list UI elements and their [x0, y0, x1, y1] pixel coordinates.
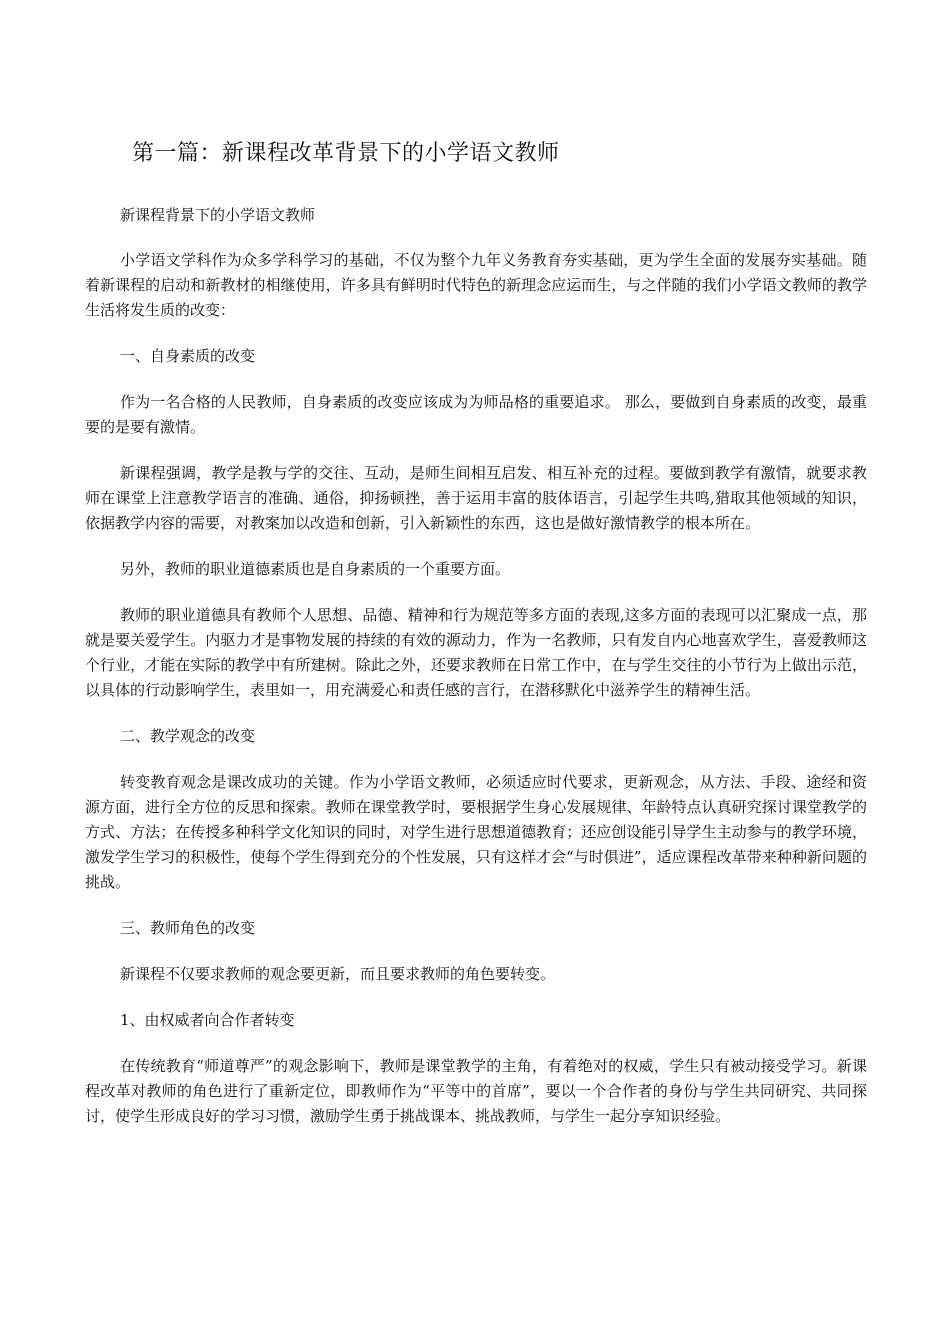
paragraph: 作为一名合格的人民教师，自身素质的改变应该成为为师品格的重要追求。 那么，要做到自身素质的改变，最重要的是要有激情。	[85, 393, 867, 436]
subsection-heading-1: 1、由权威者向合作者转变	[120, 1011, 295, 1029]
paragraph-short: 新课程不仅要求教师的观念要更新，而且要求教师的角色要转变。	[120, 965, 556, 983]
paragraph: 转变教育观念是课改成功的关键。作为小学语文教师，必须适应时代要求，更新观念，从方法、手段、途经和资源方面，进行全方位的反思和探索。教师在课堂教学时，要根据学生身心发展规律、年龄特点认真研究探讨课堂教学的方式、方法；在传授多种科学文化知识的同时，对学生进行思想道德教育；还应创设能引导学生主动参与的教学环境，激发学生学习的积极性，使每个学生得到充分的个性发展，只有这样才会“与时俱进”，适应课程改革带来种种新问题的挑战。	[85, 773, 867, 891]
paragraph: 新课程强调，教学是教与学的交往、互动，是师生间相互启发、相互补充的过程。要做到教学有激情，就要求教师在课堂上注意教学语言的准确、通俗，抑扬顿挫，善于运用丰富的肢体语言，引起学生共鸣,猎取其他领域的知识，依据教学内容的需要，对教案加以改造和创新，引入新颖性的东西，这也是做好激情教学的根本所在。	[85, 464, 867, 532]
section-heading-3: 三、教师角色的改变	[120, 919, 256, 937]
document-title: 第一篇：新课程改革背景下的小学语文教师	[132, 141, 560, 166]
paragraph: 另外，教师的职业道德素质也是自身素质的一个重要方面。	[120, 560, 511, 578]
document-page	[85, 138, 867, 1129]
paragraph-intro: 小学语文学科作为众多学科学习的基础，不仅为整个九年义务教育夯实基础，更为学生全面的发展夯实基础。随着新课程的启动和新教材的相继使用，许多具有鲜明时代特色的新理念应运而生，与之伴随的我们小学语文教师的教学生活将发生质的改变：	[85, 251, 867, 319]
section-heading-2: 二、教学观念的改变	[120, 727, 256, 745]
paragraph: 教师的职业道德具有教师个人思想、品德、精神和行为规范等多方面的表现,这多方面的表现可以汇聚成一点，那就是要关爱学生。内驱力才是事物发展的持续的有效的源动力，作为一名教师，只有发自内心地喜欢学生，喜爱教师这个行业，才能在实际的教学中有所建树。除此之外，还要求教师在日常工作中，在与学生交往的小节行为上做出示范，以具体的行动影响学生，表里如一，用充满爱心和责任感的言行，在潜移默化中滋养学生的精神生活。	[85, 606, 867, 699]
document-subtitle: 新课程背景下的小学语文教师	[120, 206, 316, 224]
section-heading-1: 一、自身素质的改变	[120, 347, 256, 365]
paragraph: 在传统教育“师道尊严”的观念影响下，教师是课堂教学的主角，有着绝对的权威，学生只有被动接受学习。新课程改革对教师的角色进行了重新定位，即教师作为“平等中的首席”，要以一个合作者的身份与学生共同研究、共同探讨，使学生形成良好的学习习惯，激励学生勇于挑战课本、挑战教师，与学生一起分享知识经验。	[85, 1057, 867, 1125]
